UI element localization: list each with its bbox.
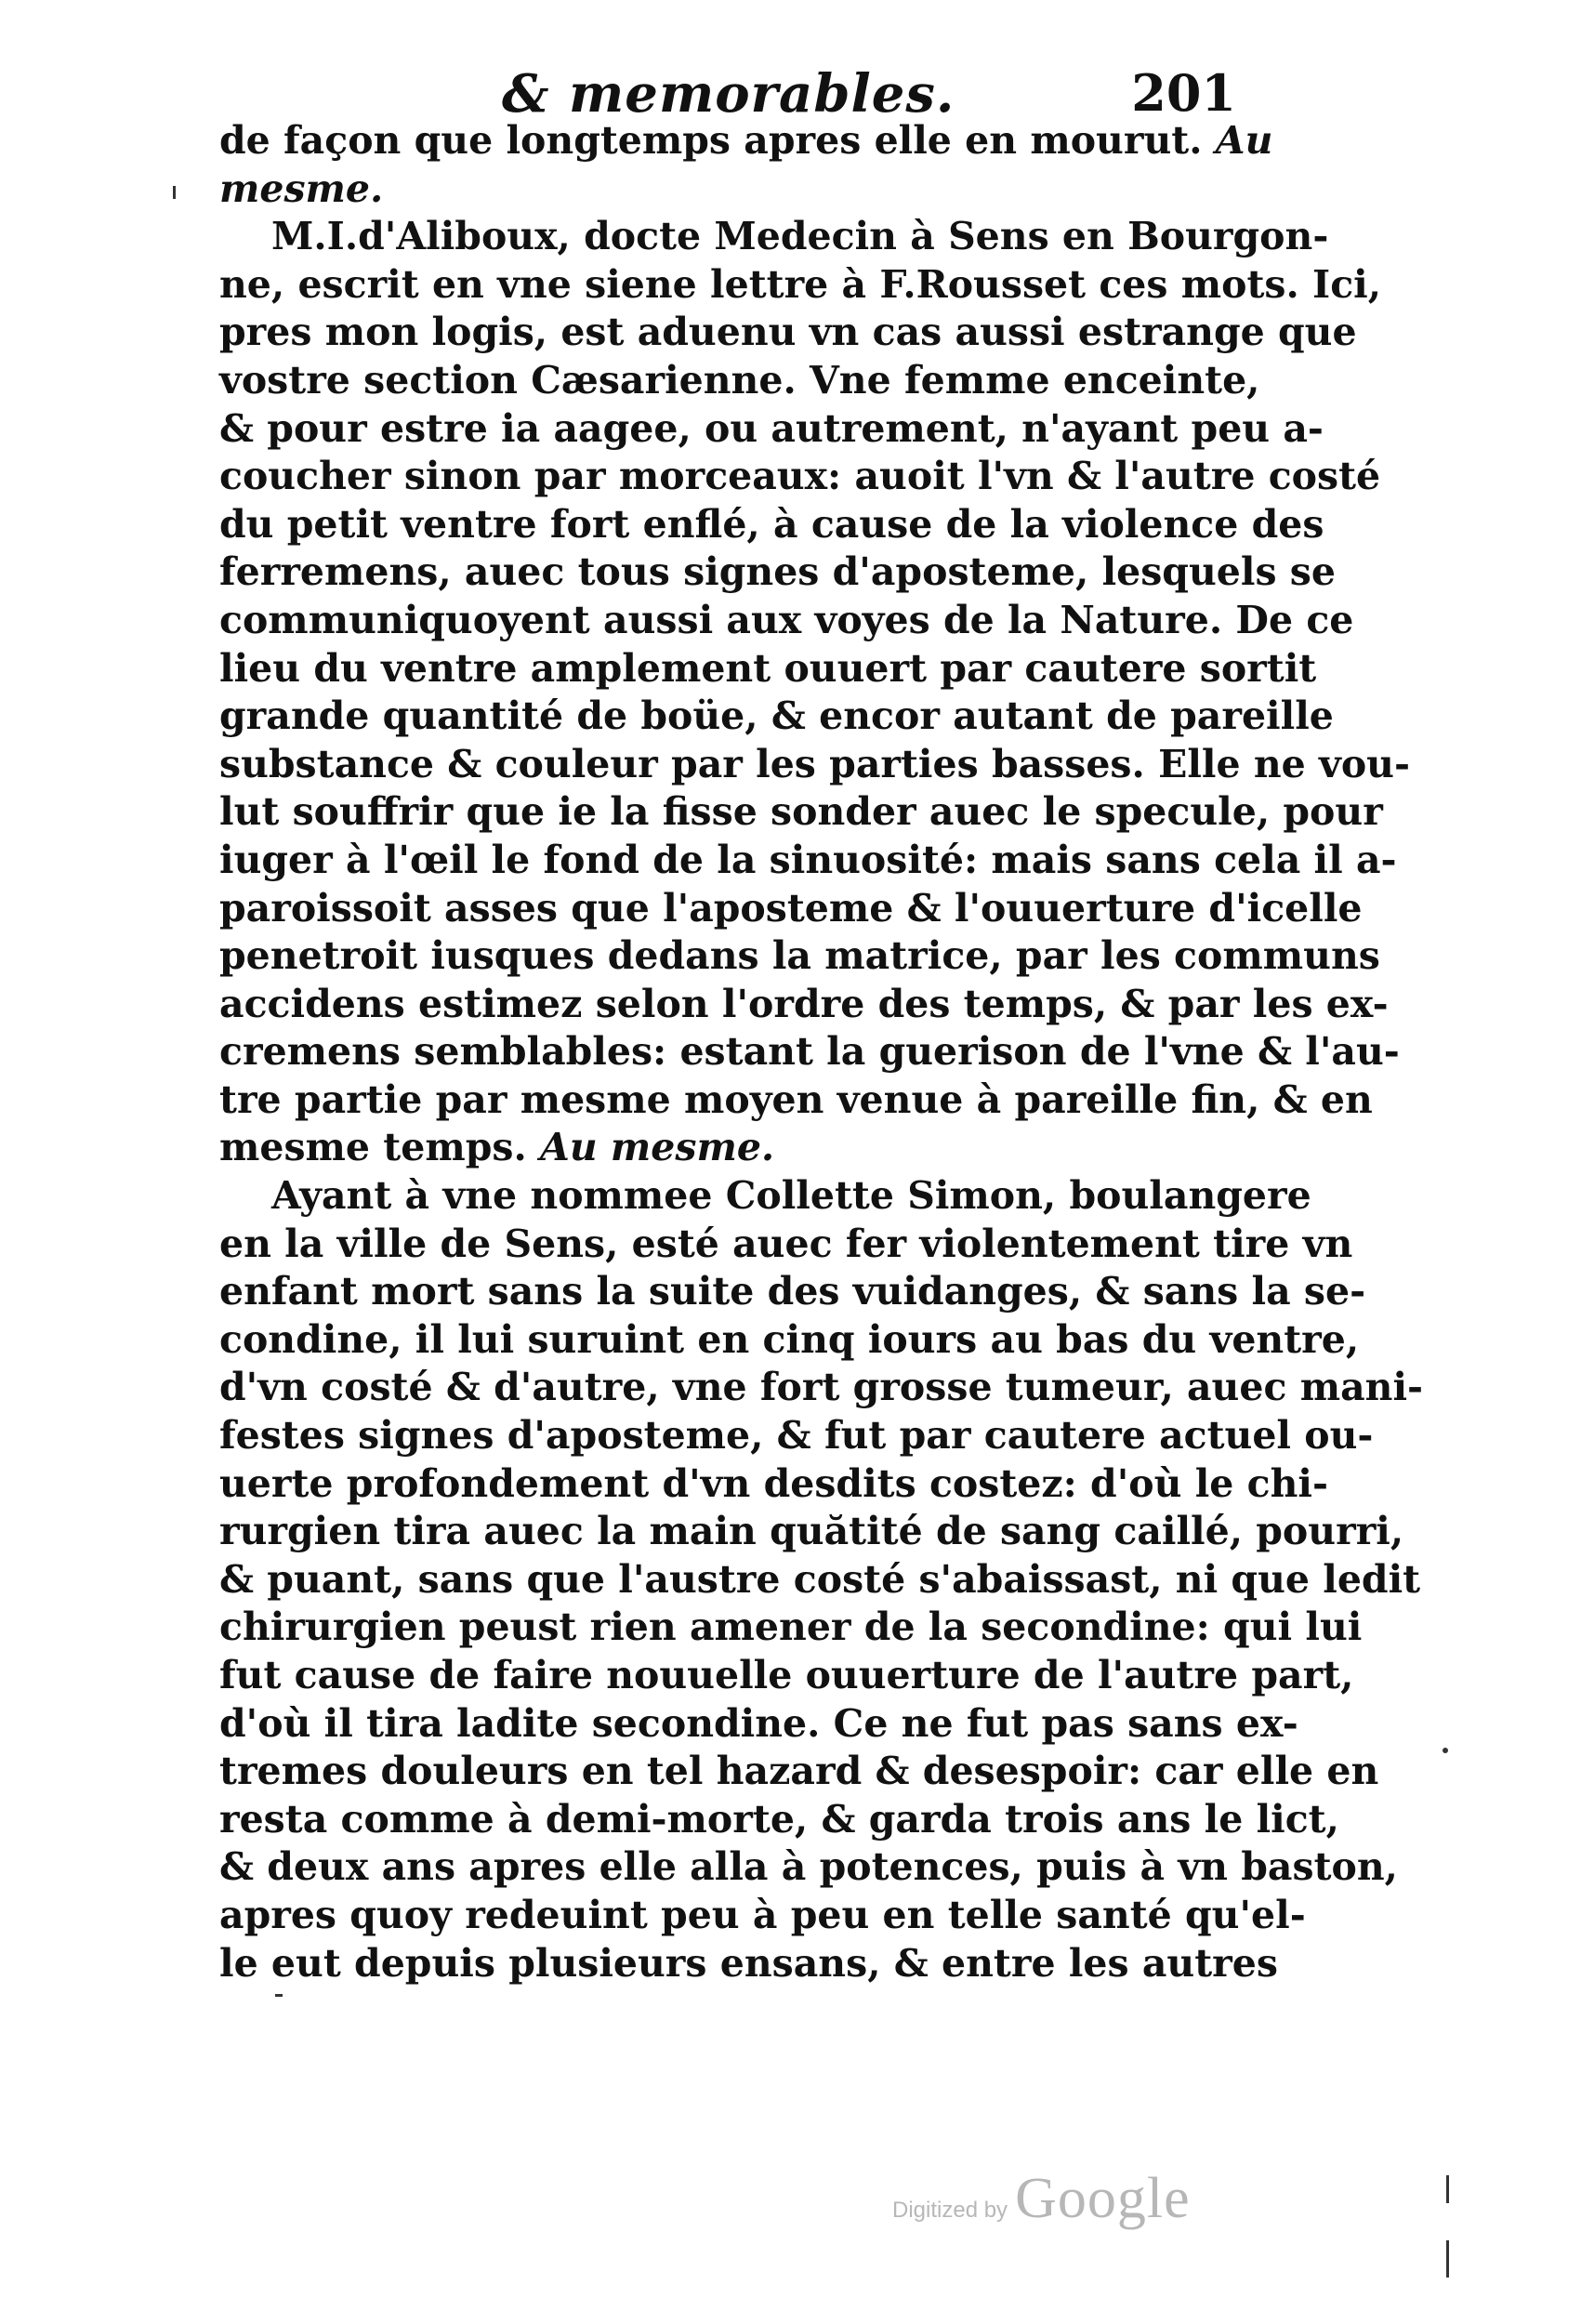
text-line: coucher sinon par morceaux: auoit l'vn & l'autre costé	[219, 454, 1381, 499]
text-line	[219, 165, 1232, 214]
text-line: lieu du ventre amplement ouuert par cautere sortit	[219, 645, 1317, 691]
digitized-watermark	[892, 2166, 1191, 2231]
text-line: d'où il tira ladite secondine. Ce ne fut pas sans ex-	[219, 1700, 1298, 1746]
scan-speck	[173, 186, 176, 199]
text-line: uerte profondement d'vn desdits costez: d'où le chi-	[219, 1460, 1329, 1506]
text-line: chirurgien peust rien amener de la secondine: qui lui	[219, 1604, 1363, 1650]
text-line: Ayant à vne nommee Collette Simon, boulangere	[271, 1173, 1311, 1219]
text-line: enfant mort sans la suite des vuidanges, & sans la se-	[219, 1269, 1366, 1314]
text-line: & puant, sans que l'austre costé s'abaissast, ni que ledit	[219, 1556, 1421, 1602]
text-line: festes signes d'aposteme, & fut par cautere actuel ou-	[219, 1413, 1374, 1459]
text-line: en la ville de Sens, esté auec fer violentement tire vn	[219, 1221, 1353, 1266]
text-line: grande quantité de boüe, & encor autant de pareille	[219, 693, 1334, 739]
text-line: apres quoy redeuint peu à peu en telle santé qu'el-	[219, 1892, 1306, 1937]
scan-speck	[275, 1994, 283, 1997]
text-line: tremes douleurs en tel hazard & desespoir: car elle en	[219, 1749, 1379, 1794]
text-line: de façon que longtemps apres elle en mourut. Au	[219, 118, 1273, 163]
text-line: ferremens, auec tous signes d'aposteme, lesquels se	[219, 549, 1336, 595]
text-line: paroissoit asses que l'aposteme & l'ouuerture d'icelle	[219, 885, 1363, 931]
text-line: & deux ans apres elle alla à potences, puis à vn baston,	[219, 1844, 1398, 1890]
scan-speck	[1446, 2240, 1449, 2278]
text-line: penetroit iusques dedans la matrice, par les communs	[219, 933, 1380, 979]
watermark-prefix: Digitized by	[892, 2198, 1008, 2223]
text-line: rurgien tira auec la main quătité de sang caillé, pourri,	[219, 1509, 1404, 1554]
text-line: & pour estre ia aagee, ou autrement, n'ayant peu a-	[219, 405, 1324, 451]
text-line: substance & couleur par les parties basses. Elle ne vou-	[219, 741, 1410, 786]
text-line: lut souffrir que ie la fisse sonder auec le specule, pour	[219, 789, 1383, 835]
scan-speck	[1443, 1748, 1448, 1753]
scan-speck	[1446, 2175, 1449, 2203]
text-line: le eut depuis plusieurs ensans, & entre les autres	[219, 1940, 1278, 1986]
text-line: cremens semblables: estant la guerison de l'vne & l'au-	[219, 1029, 1400, 1075]
running-title: & memorables.	[502, 63, 955, 125]
text-line: iuger à l'œil le fond de la sinuosité: mais sans cela il a-	[219, 837, 1397, 882]
text-line: condine, il lui suruint en cinq iours au bas du ventre,	[219, 1316, 1360, 1362]
text-line: ne, escrit en vne siene lettre à F.Rousset ces mots. Ici,	[219, 261, 1382, 307]
text-line: du petit ventre fort enflé, à cause de la violence des	[219, 501, 1324, 547]
text-line: resta comme à demi-morte, & garda trois ans le lict,	[219, 1796, 1339, 1842]
text-line: tre partie par mesme moyen venue à pareille fin, & en	[219, 1076, 1373, 1122]
body-text	[219, 117, 1424, 1987]
google-logo: Google	[1015, 2167, 1191, 2230]
text-line: mesme temps. Au mesme.	[219, 1125, 775, 1170]
text-line: pres mon logis, est aduenu vn cas aussi estrange que	[219, 310, 1357, 355]
text-line: communiquoyent aussi aux voyes de la Nature. De ce	[219, 597, 1354, 642]
text-line: M.I.d'Aliboux, docte Medecin à Sens en Bourgon-	[271, 214, 1329, 259]
text-line: fut cause de faire nouuelle ouuerture de l'autre part,	[219, 1653, 1354, 1697]
attribution: Au mesme.	[540, 1125, 775, 1170]
page-number: 201	[1131, 63, 1236, 123]
text-line: d'vn costé & d'autre, vne fort grosse tumeur, auec mani-	[219, 1365, 1424, 1410]
attribution: mesme.	[219, 165, 384, 211]
text-line: vostre section Cæsarienne. Vne femme enceinte,	[219, 357, 1260, 403]
attribution: Au	[1215, 118, 1273, 163]
text-line: accidens estimez selon l'ordre des temps, & par les ex-	[219, 981, 1389, 1026]
